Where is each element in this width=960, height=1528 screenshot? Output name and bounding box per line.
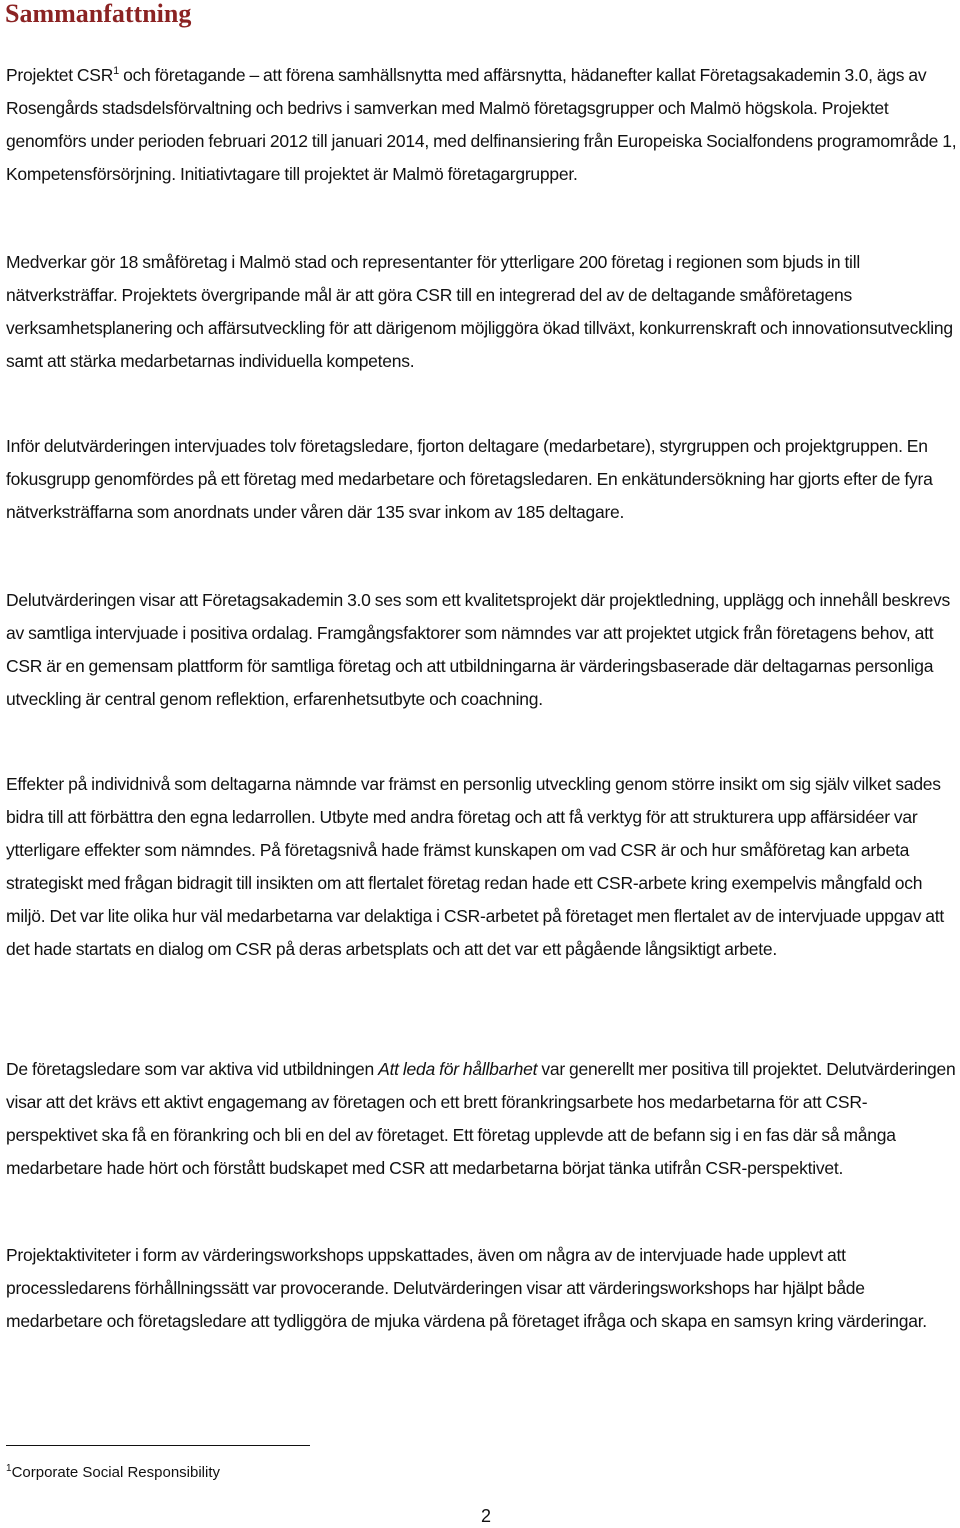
- footnote-text: Corporate Social Responsibility: [11, 1464, 220, 1481]
- paragraph-method: Inför delutvärderingen intervjuades tolv företagsledare, fjorton deltagare (medarbetare), styrgruppen och projektgruppen. En fokusgrupp genomfördes på ett företag med medarbetare och företagsledaren. En enkätundersökning har gjorts efter de fyra nätverksträffarna som anordnats under våren där 135 svar inkom av 185 deltagare.: [6, 436, 933, 522]
- paragraph-findings: Delutvärderingen visar att Företagsakademin 3.0 ses som ett kvalitetsprojekt där projektledning, upplägg och innehåll beskrevs av samtliga intervjuade i positiva ordalag. Framgångsfaktorer som nämndes var att projektet utgick från företagens behov, att CSR är en gemensam plattform för samtliga företag och att utbildningarna är värderingsbaserade där deltagarnas personliga utveckling är central genom reflektion, erfarenhetsutbyte och coachning.: [6, 590, 950, 709]
- section-heading: Sammanfattning: [5, 0, 192, 28]
- intro-text-b: och företagande – att förena samhällsnytta med affärsnytta, hädanefter kallat Företagsakademin 3.0, ägs av Rosengårds stadsdelsförvaltning och bedrivs i samverkan med Malmö företagsgrupper och Malmö högskola.: [6, 65, 927, 118]
- intro-text-c: Projektet genomförs under perioden februari 2012 till januari 2014, med delfinansiering från Europeiska Socialfondens programområde 1, Kompetensförsörjning. Initiativtagare till projektet är Malmö företagargrupper.: [6, 98, 957, 184]
- footnote-number: 1: [6, 1463, 12, 1474]
- footnote: [6, 1458, 220, 1488]
- footnote-reference[interactable]: 1: [113, 65, 119, 78]
- paragraph-leaders: [6, 1053, 958, 1185]
- page-number: 2: [480, 1506, 491, 1526]
- footnote-divider: [6, 1445, 310, 1446]
- course-title: Att leda för hållbarhet: [378, 1059, 538, 1079]
- paragraph-intro: [6, 59, 958, 191]
- paragraph-participants: Medverkar gör 18 småföretag i Malmö stad och representanter för ytterligare 200 företag i regionen som bjuds in till nätverksträffar. Projektets övergripande mål är att göra CSR till en integrerad del av de deltagande småföretagens verksamhetsplanering och affärsutveckling för att därigenom möjliggöra ökad tillväxt, konkurrenskraft och innovationsutveckling samt att stärka medarbetarnas individuella kompetens.: [6, 252, 953, 371]
- leaders-text-b: var generellt mer positiva till projektet. Delutvärderingen visar att det krävs ett aktivt engagemang av företagen och ett brett förankringsarbete hos medarbetarna för att CSR-perspektivet ska få en förankring och bli en del av företaget. Ett företag upplevde att de befann sig i en fas där så många medarbetare hade hört och förstått budskapet med CSR att medarbetarna börjat tänka utifrån CSR-perspektivet.: [6, 1059, 956, 1178]
- intro-text-a: Projektet CSR: [6, 65, 114, 85]
- leaders-text-a: De företagsledare som var aktiva vid utbildningen: [6, 1059, 379, 1079]
- paragraph-workshops: Projektaktiviteter i form av värderingsworkshops uppskattades, även om några av de intervjuade hade upplevt att processledarens förhållningssätt var provocerande. Delutvärderingen visar att värderingsworkshops har hjälpt både medarbetare och företagsledare att tydliggöra de mjuka värdena på företaget ifråga och skapa en samsyn kring värderingar.: [6, 1245, 927, 1331]
- paragraph-effects: Effekter på individnivå som deltagarna nämnde var främst en personlig utveckling genom större insikt om sig själv vilket sades bidra till att förbättra den egna ledarrollen. Utbyte med andra företag och att få verktyg för att strukturera upp affärsidéer var ytterligare effekter som nämndes. På företagsnivå hade främst kunskapen om vad CSR är och hur småföretag kan arbeta strategiskt med frågan bidragit till insikten om att flertalet företag redan hade ett CSR-arbete kring exempelvis mångfald och miljö. Det var lite olika hur väl medarbetarna var delaktiga i CSR-arbetet på företaget men flertalet av de intervjuade uppgav att det hade startats en dialog om CSR på deras arbetsplats och att det var ett pågående långsiktigt arbete.: [6, 774, 945, 959]
